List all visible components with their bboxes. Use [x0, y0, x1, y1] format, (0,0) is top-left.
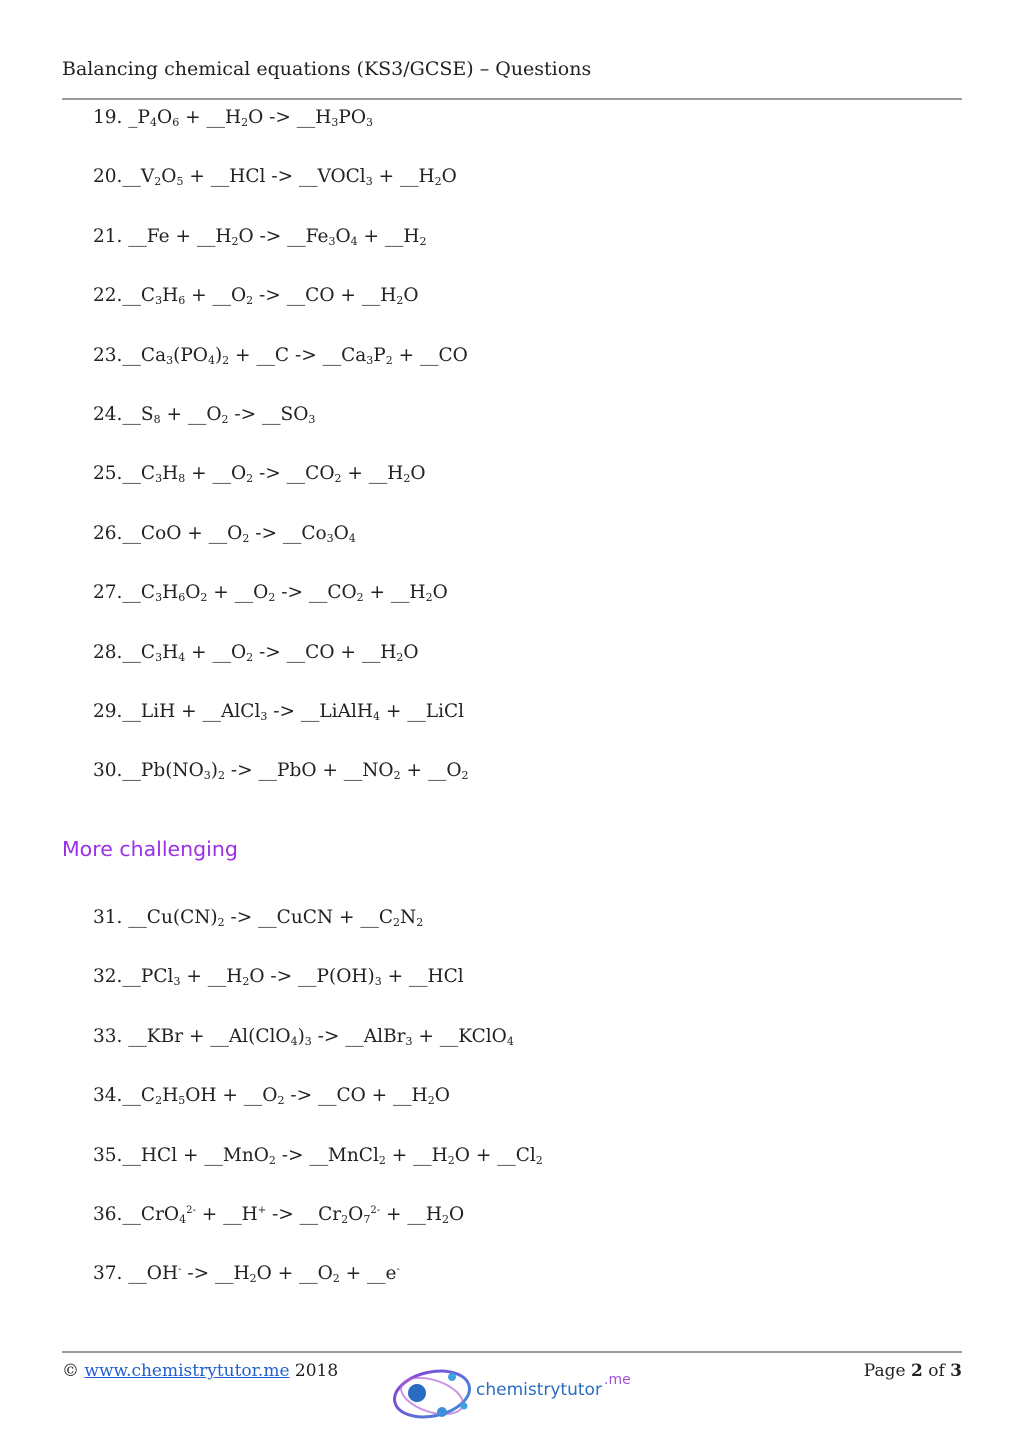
- equation-text: -> __Co: [249, 522, 327, 544]
- subscript: 2: [416, 916, 424, 929]
- equation-text: + __CO: [392, 344, 468, 366]
- page-total: 3: [950, 1361, 962, 1381]
- equation-text: + __H: [357, 225, 420, 247]
- equation-text: + __HCl -> __VOCl: [183, 166, 366, 188]
- question-number: 26.: [93, 522, 123, 544]
- equation-text: _P: [122, 107, 151, 128]
- question-number: 36.: [93, 1204, 123, 1225]
- question-number: 29.: [93, 701, 123, 722]
- equation-text: -> __CO + __H: [253, 641, 397, 663]
- subscript: 3: [260, 710, 268, 723]
- subscript: 2: [447, 1153, 455, 1167]
- subscript: 2: [385, 353, 393, 367]
- equation-text: O: [335, 225, 351, 247]
- subscript: 3: [173, 975, 181, 989]
- subscript: 3: [155, 591, 163, 605]
- subscript: 6: [172, 116, 180, 129]
- subscript: 2: [218, 769, 226, 783]
- subscript: 3: [155, 294, 163, 308]
- subscript: 8: [153, 413, 161, 426]
- question-number: 25.: [93, 463, 123, 485]
- equation-text: O: [403, 641, 419, 663]
- subscript: 8: [178, 472, 186, 486]
- equation-text: __C: [122, 1085, 156, 1107]
- question-number: 33.: [93, 1025, 123, 1047]
- equation-text: __CoO + __O: [122, 522, 243, 544]
- equation-text: O + __O: [256, 1263, 333, 1285]
- question-number: 20.: [93, 166, 123, 188]
- equation-text: H: [162, 641, 179, 663]
- subscript: 3: [155, 472, 163, 486]
- equation-text: + __H: [363, 582, 426, 604]
- question-item: [93, 965, 464, 989]
- equation-text: + __O: [185, 285, 247, 307]
- equation-text: O: [157, 107, 173, 128]
- equation-text: __Ca: [122, 344, 167, 366]
- equation-text: O: [333, 522, 349, 544]
- question-number: 24.: [93, 404, 123, 425]
- equation-text: __Cu(CN): [122, 907, 218, 928]
- subscript: 2: [268, 591, 276, 605]
- subscript: 2: [461, 769, 469, 783]
- superscript: +: [257, 1205, 267, 1216]
- subscript: 6: [178, 591, 186, 605]
- equation-text: + __H: [195, 1204, 258, 1225]
- logo-suffix: .me: [604, 1372, 631, 1388]
- question-number: 31.: [93, 907, 123, 928]
- question-item: [93, 403, 315, 427]
- equation-text: __S: [122, 404, 154, 425]
- question-item: [93, 284, 419, 308]
- equation-text: -> __LiAlH: [267, 701, 374, 722]
- equation-text: + __e: [339, 1263, 397, 1285]
- equation-text: __CrO: [122, 1204, 180, 1225]
- equation-text: __C: [122, 463, 156, 485]
- superscript: 2-: [186, 1205, 196, 1216]
- equation-text: N: [400, 907, 417, 928]
- question-item: [93, 641, 419, 665]
- subscript: 2: [441, 1213, 449, 1226]
- equation-text: O -> __P(OH): [249, 966, 375, 988]
- superscript: -: [396, 1264, 400, 1276]
- subscript: 2: [334, 472, 342, 486]
- subscript: 3: [304, 1034, 312, 1048]
- question-item: [93, 106, 373, 130]
- question-number: 21.: [93, 225, 123, 247]
- equation-text: __HCl + __MnO: [122, 1144, 269, 1166]
- question-number: 37.: [93, 1263, 123, 1285]
- equation-text: __C: [122, 641, 156, 663]
- question-number: 30.: [93, 760, 123, 782]
- equation-text: + __O: [185, 641, 247, 663]
- page-current: 2: [910, 1361, 923, 1381]
- question-number: 19.: [93, 107, 123, 128]
- question-item: [93, 1144, 543, 1168]
- subscript: 3: [328, 234, 336, 248]
- question-number: 22.: [93, 285, 123, 307]
- subscript: 4: [207, 353, 215, 367]
- question-item: [93, 165, 457, 189]
- page-of: of: [928, 1361, 945, 1381]
- equation-text: -> __Cr: [266, 1204, 342, 1225]
- subscript: 2: [231, 234, 239, 248]
- footer-copyright: [62, 1361, 338, 1381]
- equation-text: O: [441, 166, 457, 188]
- superscript: 2-: [370, 1205, 381, 1216]
- subscript: 2: [356, 591, 364, 605]
- subscript: 2: [393, 769, 401, 783]
- question-item: [93, 906, 423, 930]
- equation-text: __Pb(NO: [122, 760, 204, 782]
- subscript: 3: [374, 975, 382, 989]
- subscript: 2: [249, 1272, 257, 1286]
- subscript: 3: [366, 353, 374, 367]
- subscript: 2: [242, 531, 250, 545]
- question-item: [93, 1084, 450, 1108]
- equation-text: -> __CO: [253, 463, 335, 485]
- equation-text: ): [210, 760, 219, 782]
- equation-text: __C: [122, 285, 156, 307]
- equation-text: PO: [338, 107, 367, 128]
- subscript: 6: [178, 294, 186, 308]
- equation-text: -> __MnCl: [275, 1144, 379, 1166]
- subscript: 3: [308, 413, 316, 426]
- equation-text: O: [410, 463, 426, 485]
- subscript: 2: [332, 1272, 340, 1286]
- subscript: 4: [178, 650, 186, 664]
- superscript: -: [178, 1264, 182, 1276]
- question-number: 32.: [93, 966, 123, 988]
- page-label: Page: [863, 1361, 906, 1381]
- subscript: 2: [427, 1094, 435, 1108]
- copyright-year: 2018: [294, 1361, 339, 1381]
- equation-text: + __O: [160, 404, 222, 425]
- equation-text: __C: [122, 582, 156, 604]
- copyright-symbol: ©: [62, 1361, 79, 1381]
- question-item: [93, 225, 427, 249]
- subscript: 2: [396, 650, 404, 664]
- page-number: [864, 1361, 962, 1381]
- equation-text: O: [448, 1204, 465, 1225]
- header-divider: [62, 98, 962, 100]
- subscript: 4: [290, 1034, 298, 1048]
- equation-text: (PO: [173, 344, 208, 366]
- subscript: 7: [363, 1213, 371, 1226]
- subscript: 2: [242, 975, 250, 989]
- equation-text: + __HCl: [381, 966, 464, 988]
- subscript: 2: [246, 472, 254, 486]
- equation-text: + __O: [400, 760, 462, 782]
- equation-text: + __C -> __Ca: [229, 344, 367, 366]
- subscript: 2: [200, 591, 208, 605]
- question-item: [93, 1025, 514, 1049]
- equation-text: __OH: [122, 1263, 179, 1285]
- equation-text: O: [432, 582, 448, 604]
- subscript: 5: [178, 1094, 186, 1108]
- question-item: [93, 1203, 464, 1227]
- subscript: 2: [378, 1153, 386, 1167]
- subscript: 5: [176, 175, 184, 189]
- equation-text: OH + __O: [185, 1085, 278, 1107]
- equation-text: H: [162, 582, 179, 604]
- footer-divider: [62, 1351, 962, 1353]
- equation-text: + __LiCl: [380, 701, 465, 722]
- equation-text: __PCl: [122, 966, 174, 988]
- equation-text: + __O: [185, 463, 247, 485]
- subscript: 2: [268, 1153, 276, 1167]
- subscript: 2: [246, 650, 254, 664]
- equation-text: -> __SO: [228, 404, 309, 425]
- website-link[interactable]: www.chemistrytutor.me: [84, 1361, 290, 1381]
- equation-text: O: [348, 1204, 364, 1225]
- equation-text: __V: [122, 166, 155, 188]
- question-item: [93, 581, 448, 605]
- equation-text: + __H: [385, 1144, 448, 1166]
- subscript: 4: [506, 1034, 514, 1048]
- equation-text: H: [162, 463, 179, 485]
- subscript: 3: [155, 650, 163, 664]
- logo-wordmark: chemistrytutor: [476, 1380, 602, 1400]
- section-heading: More challenging: [62, 837, 238, 861]
- subscript: 2: [217, 916, 225, 929]
- equation-text: + __O: [207, 582, 269, 604]
- equation-text: O -> __H: [248, 107, 332, 128]
- equation-text: + __H: [372, 166, 435, 188]
- question-number: 28.: [93, 641, 123, 663]
- subscript: 4: [350, 234, 358, 248]
- subscript: 2: [425, 591, 433, 605]
- subscript: 2: [419, 234, 427, 248]
- equation-text: -> __CO + __H: [253, 285, 397, 307]
- subscript: 3: [365, 175, 373, 189]
- subscript: 3: [405, 1034, 413, 1048]
- equation-text: -> __CO: [275, 582, 357, 604]
- equation-text: __Fe + __H: [122, 225, 232, 247]
- equation-text: -> __CuCN + __C: [224, 907, 393, 928]
- subscript: 3: [326, 531, 334, 545]
- subscript: 2: [341, 1213, 349, 1226]
- atom-logo-icon: [390, 1364, 480, 1428]
- equation-text: -> __AlBr: [311, 1025, 406, 1047]
- equation-text: O + __Cl: [454, 1144, 536, 1166]
- subscript: 2: [396, 294, 404, 308]
- equation-text: ): [214, 344, 223, 366]
- question-item: [93, 1262, 400, 1286]
- subscript: 2: [221, 413, 229, 426]
- equation-text: + __H: [180, 966, 243, 988]
- subscript: 4: [348, 531, 356, 545]
- equation-text: O: [434, 1085, 450, 1107]
- subscript: 2: [222, 353, 230, 367]
- equation-text: -> __PbO + __NO: [225, 760, 394, 782]
- subscript: 3: [366, 116, 374, 129]
- equation-text: H: [162, 285, 179, 307]
- page-title: Balancing chemical equations (KS3/GCSE) – Questions: [62, 58, 592, 80]
- equation-text: + __H: [380, 1204, 442, 1225]
- equation-text: + __H: [179, 107, 242, 128]
- question-item: [93, 759, 469, 783]
- question-number: 27.: [93, 582, 123, 604]
- subscript: 2: [434, 175, 442, 189]
- subscript: 2: [403, 472, 411, 486]
- equation-text: + __H: [341, 463, 404, 485]
- question-item: [93, 344, 468, 368]
- subscript: 2: [155, 1094, 163, 1108]
- equation-text: O: [403, 285, 419, 307]
- question-item: [93, 522, 356, 546]
- subscript: 2: [241, 116, 249, 129]
- subscript: 2: [246, 294, 254, 308]
- subscript: 2: [154, 175, 162, 189]
- question-number: 23.: [93, 344, 123, 366]
- subscript: 4: [150, 116, 158, 129]
- equation-text: P: [373, 344, 386, 366]
- subscript: 4: [373, 710, 381, 723]
- equation-text: -> __H: [181, 1263, 250, 1285]
- equation-text: __LiH + __AlCl: [122, 701, 261, 722]
- equation-text: O: [161, 166, 177, 188]
- subscript: 2: [393, 916, 400, 929]
- subscript: 3: [203, 769, 211, 783]
- question-item: [93, 462, 426, 486]
- subscript: 3: [331, 116, 339, 129]
- equation-text: O -> __Fe: [238, 225, 329, 247]
- subscript: 2: [277, 1094, 285, 1108]
- subscript: 4: [179, 1213, 187, 1226]
- question-number: 35.: [93, 1144, 123, 1166]
- equation-text: -> __CO + __H: [284, 1085, 428, 1107]
- equation-text: __KBr + __Al(ClO: [122, 1025, 291, 1047]
- equation-text: + __KClO: [412, 1025, 507, 1047]
- question-number: 34.: [93, 1085, 123, 1107]
- subscript: 3: [166, 353, 174, 367]
- equation-text: O: [185, 582, 201, 604]
- equation-text: H: [162, 1085, 179, 1107]
- subscript: 2: [535, 1153, 543, 1167]
- chemistrytutor-logo: [390, 1364, 640, 1428]
- question-item: [93, 700, 464, 724]
- equation-text: ): [297, 1025, 305, 1047]
